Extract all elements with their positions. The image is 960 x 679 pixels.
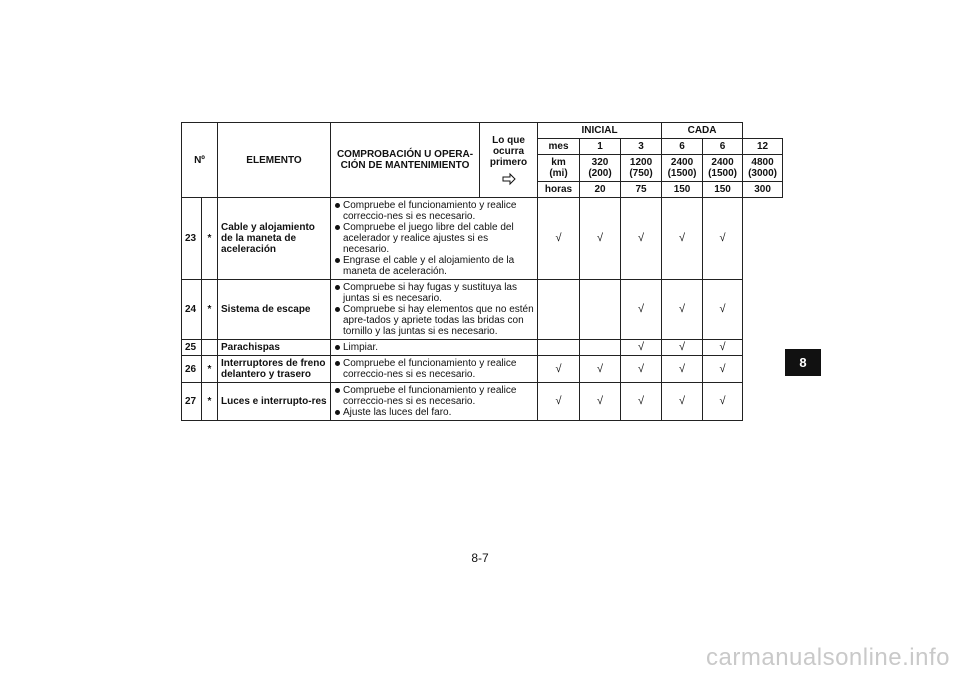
- element-name: Interruptores de freno delantero y trasero: [218, 356, 331, 383]
- interval-value: 2400 (1500): [703, 155, 743, 182]
- asterisk-mark: *: [202, 383, 218, 421]
- row-number: 26: [182, 356, 202, 383]
- table-row: [182, 356, 783, 383]
- checkmark: √: [621, 280, 662, 340]
- table-row: [182, 383, 783, 421]
- header-first: [480, 123, 538, 198]
- asterisk-mark: [202, 340, 218, 356]
- checkmark: [580, 340, 621, 356]
- asterisk-mark: *: [202, 198, 218, 280]
- checkmark: √: [621, 356, 662, 383]
- element-name: Parachispas: [218, 340, 331, 356]
- maintenance-table: [181, 122, 783, 421]
- interval-label: mes: [538, 139, 580, 155]
- header-row-1: [182, 123, 783, 139]
- checkmark: √: [580, 198, 621, 280]
- check-list: [331, 280, 538, 340]
- interval-value: 20: [580, 182, 621, 198]
- checkmark: √: [580, 383, 621, 421]
- check-list: [331, 340, 538, 356]
- interval-value: 1200 (750): [621, 155, 662, 182]
- chapter-tab[interactable]: 8: [785, 349, 821, 376]
- interval-value: 12: [743, 139, 783, 155]
- checkmark: √: [703, 383, 743, 421]
- check-item: Limpiar.: [334, 342, 534, 353]
- interval-label: horas: [538, 182, 580, 198]
- table-row: [182, 340, 783, 356]
- interval-value: 1: [580, 139, 621, 155]
- interval-label: km (mi): [538, 155, 580, 182]
- check-item: Compruebe si hay fugas y sustituya las juntas si es necesario.: [334, 282, 534, 304]
- check-item: Ajuste las luces del faro.: [334, 407, 534, 418]
- interval-value: 4800 (3000): [743, 155, 783, 182]
- check-list: [331, 356, 538, 383]
- checkmark: √: [621, 383, 662, 421]
- interval-value: 320 (200): [580, 155, 621, 182]
- header-check: COMPROBACIÓN U OPERA-CIÓN DE MANTENIMIENTO: [331, 123, 480, 198]
- header-initial: INICIAL: [538, 123, 662, 139]
- checkmark: √: [662, 340, 703, 356]
- check-item: Compruebe el funcionamiento y realice correccio-nes si es necesario.: [334, 200, 534, 222]
- checkmark: √: [662, 280, 703, 340]
- row-number: 25: [182, 340, 202, 356]
- check-list: [331, 198, 538, 280]
- checkmark: √: [703, 356, 743, 383]
- checkmark: √: [538, 356, 580, 383]
- asterisk-mark: *: [202, 356, 218, 383]
- interval-value: 6: [662, 139, 703, 155]
- interval-value: 150: [662, 182, 703, 198]
- checkmark: √: [538, 383, 580, 421]
- check-item: Engrase el cable y el alojamiento de la maneta de aceleración.: [334, 255, 534, 277]
- checkmark: √: [662, 356, 703, 383]
- element-name: Luces e interrupto-res: [218, 383, 331, 421]
- checkmark: [580, 280, 621, 340]
- element-name: Cable y alojamiento de la maneta de aceleración: [218, 198, 331, 280]
- maintenance-body: [182, 198, 783, 421]
- check-item: Compruebe el juego libre del cable del acelerador y realice ajustes si es necesario.: [334, 222, 534, 255]
- row-number: 23: [182, 198, 202, 280]
- header-first-label: Lo que ocurra primero: [489, 134, 528, 168]
- checkmark: √: [703, 198, 743, 280]
- check-item: Compruebe si hay elementos que no estén apre-tados y apriete todas las bridas con tornillo y las juntas si es necesario.: [334, 304, 534, 337]
- asterisk-mark: *: [202, 280, 218, 340]
- checkmark: √: [703, 340, 743, 356]
- checkmark: √: [662, 198, 703, 280]
- interval-value: 6: [703, 139, 743, 155]
- checkmark: [538, 280, 580, 340]
- check-item: Compruebe el funcionamiento y realice correccio-nes si es necesario.: [334, 358, 534, 380]
- interval-value: 150: [703, 182, 743, 198]
- row-number: 24: [182, 280, 202, 340]
- element-name: Sistema de escape: [218, 280, 331, 340]
- checkmark: √: [580, 356, 621, 383]
- interval-value: 3: [621, 139, 662, 155]
- interval-value: 75: [621, 182, 662, 198]
- header-every: CADA: [662, 123, 743, 139]
- row-number: 27: [182, 383, 202, 421]
- table-row: [182, 280, 783, 340]
- checkmark: √: [538, 198, 580, 280]
- check-list: [331, 383, 538, 421]
- check-item: Compruebe el funcionamiento y realice correccio-nes si es necesario.: [334, 385, 534, 407]
- table-row: [182, 198, 783, 280]
- page-number: 8-7: [471, 551, 489, 565]
- header-no: Nº: [182, 123, 218, 198]
- checkmark: [538, 340, 580, 356]
- checkmark: √: [621, 198, 662, 280]
- interval-value: 2400 (1500): [662, 155, 703, 182]
- interval-value: 300: [743, 182, 783, 198]
- header-element: ELEMENTO: [218, 123, 331, 198]
- watermark: carmanualsonline.info: [706, 644, 950, 671]
- checkmark: √: [621, 340, 662, 356]
- arrow-right-icon: [502, 172, 516, 186]
- checkmark: √: [703, 280, 743, 340]
- checkmark: √: [662, 383, 703, 421]
